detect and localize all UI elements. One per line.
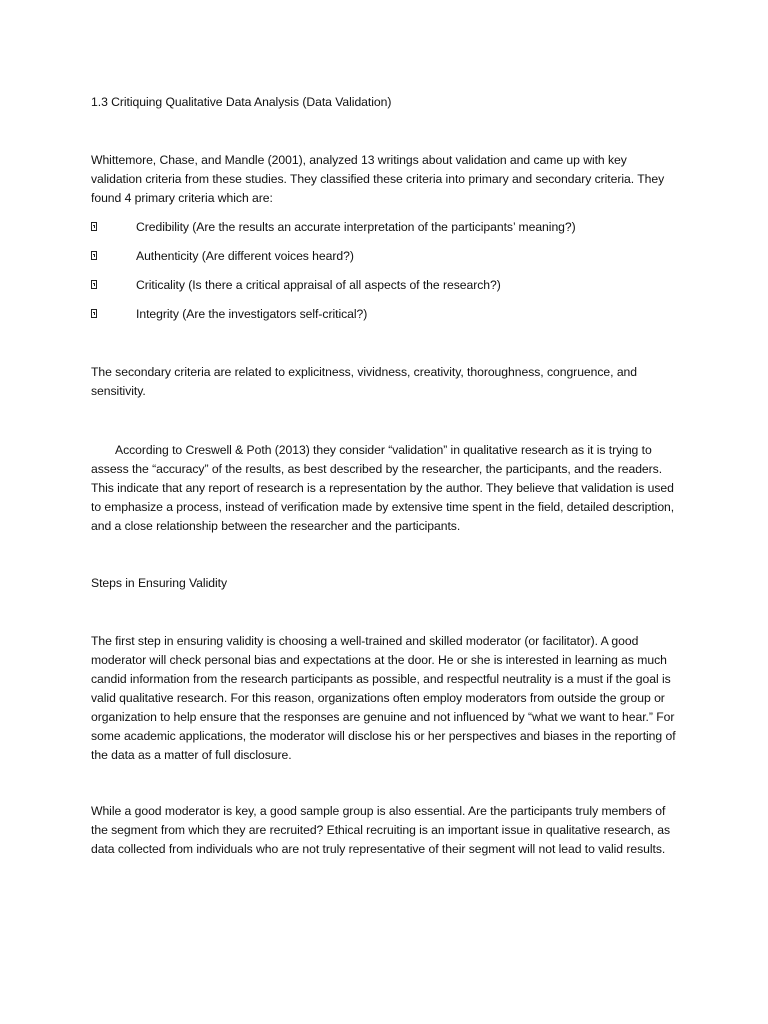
primary-criteria-list — [91, 218, 691, 334]
criteria-item-integrity — [91, 305, 691, 334]
steps-heading: Steps in Ensuring Validity — [91, 576, 227, 590]
step-one-paragraph: The first step in ensuring validity is choosing a well-trained and skilled moderator (or facilitator). A good moderator will check personal bias and expectations at the door. He or she is interested in learning as much candid information from the research participants as possible, and respectful neutrality is a must if the goal is valid qualitative research. For this reason, organizations often employ moderators from outside the group or organization to help ensure that the responses are genuine and not influenced by “what we want to hear.” For some academic applications, the moderator will disclose his or her perspectives and biases in the reporting of the data as a matter of full disclosure. — [91, 634, 676, 762]
creswell-paragraph: According to Creswell & Poth (2013) they consider “validation” in qualitative research as it is trying to assess the “accuracy” of the results, as best described by the researcher, the participants, and the readers. This indicate that any report of research is a representation by the author. They believe that validation is used to emphasize a process, instead of verification made by extensive time spent in the field, detailed description, and a close relationship between the researcher and the participants. — [91, 443, 675, 533]
criteria-item-criticality — [91, 276, 691, 305]
bullet-icon — [91, 222, 97, 231]
criteria-text: Criticality (Is there a critical appraisal of all aspects of the research?) — [136, 278, 501, 292]
criteria-text: Integrity (Are the investigators self-critical?) — [136, 307, 368, 321]
sample-group-paragraph: While a good moderator is key, a good sample group is also essential. Are the participants truly members of the segment from which they are recruited? Ethical recruiting is an important issue in qualitative research, as data collected from individuals who are not truly representative of their segment will not lead to valid results. — [91, 804, 671, 856]
criteria-text: Credibility (Are the results an accurate interpretation of the participants’ meaning?) — [136, 220, 576, 234]
section-heading: 1.3 Critiquing Qualitative Data Analysis (Data Validation) — [91, 95, 392, 109]
intro-paragraph: Whittemore, Chase, and Mandle (2001), analyzed 13 writings about validation and came up with key validation criteria from these studies. They classified these criteria into primary and secondary criteria. They found 4 primary criteria which are: — [91, 153, 665, 205]
secondary-criteria-paragraph: The secondary criteria are related to explicitness, vividness, creativity, thoroughness, congruence, and sensitivity. — [91, 365, 638, 398]
bullet-icon — [91, 309, 97, 318]
criteria-text: Authenticity (Are different voices heard?) — [136, 249, 354, 263]
criteria-item-credibility — [91, 218, 691, 247]
bullet-icon — [91, 251, 97, 260]
criteria-item-authenticity — [91, 247, 691, 276]
bullet-icon — [91, 280, 97, 289]
